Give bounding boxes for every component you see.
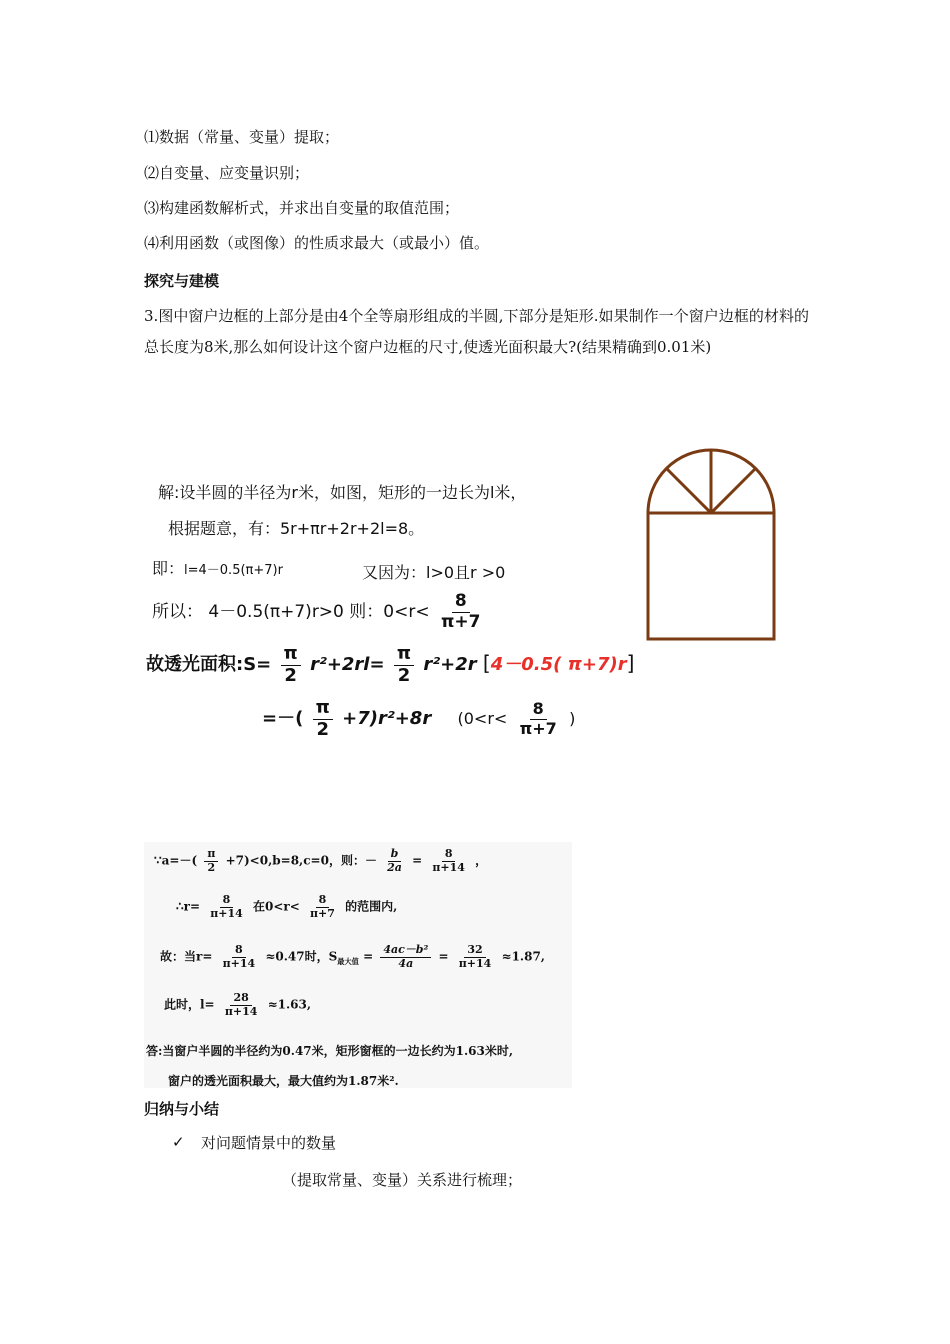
problem-text: 3.图中窗户边框的上部分是由4个全等扇形组成的半圆,下部分是矩形.如果制作一个窗户边框的材料的总长度为8米,那么如何设计这个窗户边框的尺寸,使透光面积最大?(结果精确到0.01米)	[144, 307, 809, 356]
answer-line-3: 故：当r= $\frac{8}{\pi+14}$ ≈0.47时，$S_{最大值}$ = $\frac{\text{4ac－b²}}{4a}$ = $\frac{32}{\pi+14}$ ≈1.87,	[160, 943, 545, 970]
answer-conclusion-1: 答:当窗户半圆的半径约为0.47米，矩形窗框的一边长约为1.63米时,	[146, 1044, 514, 1058]
step-2: ⑵自变量、应变量识别；	[144, 164, 310, 182]
area-formula-simplified: =－( $\frac{\pi}{2}$ +7)r²+8r (0<r< $\frac{8}{\pi+7}$ )	[262, 697, 576, 740]
solution-line-3: 即：l=4－0.5(π+7)r	[152, 559, 283, 578]
answer-conclusion-2: 窗户的透光面积最大，最大值约为1.87米².	[168, 1074, 399, 1088]
section-title-explore: 探究与建模	[144, 272, 220, 290]
step-4: ⑷利用函数（或图像）的性质求最大（或最小）值。	[144, 234, 490, 252]
solution-line-1: 解:设半圆的半径为r米，如图，矩形的一边长为l米，	[158, 483, 527, 502]
area-formula: 故透光面积:S= $\frac{\pi}{2}$ r²+2rl= $\frac{\pi}{2}$ r²+2r [4－0.5( π+7)r]	[146, 643, 635, 686]
solution-line-3-condition: 又因为：l>0且r >0	[362, 563, 506, 582]
summary-line-1: 对问题情景中的数量	[201, 1134, 337, 1152]
solution-line-2: 根据题意，有：5r+πr+2r+2l=8。	[168, 519, 425, 538]
section-title-summary: 归纳与小结	[144, 1100, 220, 1118]
solution-line-4: 所以： 4－0.5(π+7)r>0 则：0<r< $\frac{8}{\pi+7}$	[152, 592, 487, 632]
range-fraction: $\frac{8}{\pi+7}$	[440, 591, 481, 632]
checkmark-icon: ✓	[172, 1133, 185, 1151]
window-spoke-left	[667, 469, 712, 514]
window-spoke-right	[711, 469, 756, 514]
answer-line-2: ∴r= $\frac{8}{\pi+14}$ 在0<r< $\frac{8}{\pi+7}$ 的范围内,	[176, 893, 398, 920]
step-3: ⑶构建函数解析式，并求出自变量的取值范围；	[144, 199, 460, 217]
summary-line-2: （提取常量、变量）关系进行梳理；	[282, 1171, 523, 1189]
step-1: ⑴数据（常量、变量）提取；	[144, 128, 340, 146]
window-rectangle	[648, 513, 774, 639]
window-diagram	[640, 428, 785, 646]
answer-line-1: ∵a=－( $\frac{\pi}{2}$ +7)<0,b=8,c=0，则：－ $\frac{b}{2a}$ = $\frac{8}{\pi+14}$ ，	[154, 847, 488, 874]
answer-line-4: 此时，l= $\frac{28}{\pi+14}$ ≈1.63,	[164, 991, 312, 1018]
